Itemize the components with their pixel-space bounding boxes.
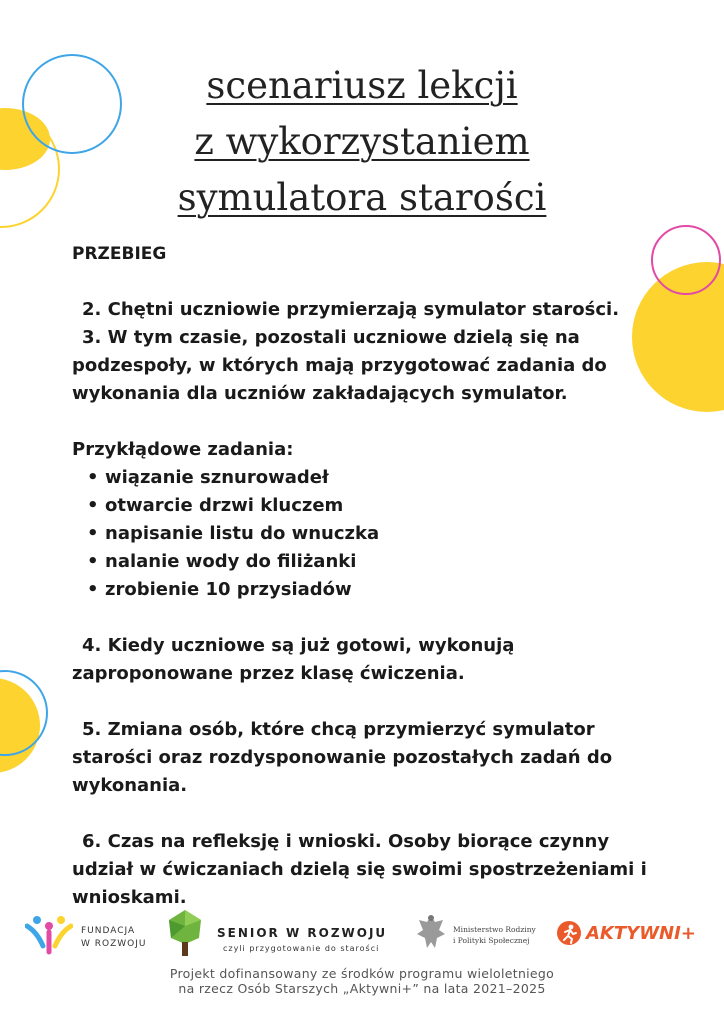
people-icon: [25, 912, 73, 956]
aktywni-logo: [556, 920, 706, 952]
aktywni-text: AKTYWNI+: [586, 923, 696, 944]
list-item: • nalanie wody do filiżanki: [105, 548, 652, 576]
ministry-line1: Ministerstwo Rodziny: [453, 925, 536, 934]
step-6: 6. Czas na refleksję i wnioski. Osoby biorące czynny udział w ćwiczaniach dzielą się swoimi spostrzeżeniami i wnioskami.: [72, 831, 647, 908]
decorative-circle-outline: [0, 670, 48, 756]
list-item: • otwarcie drzwi kluczem: [105, 492, 652, 520]
fundacja-line1: FUNDACJA: [81, 926, 136, 936]
eagle-emblem-icon: [415, 912, 447, 952]
fundacja-line2: W ROZWOJU: [81, 939, 147, 949]
title-line: scenariusz lekcji: [206, 64, 518, 107]
footer-line2: na rzecz Osób Starszych „Aktywni+” na lata 2021–2025: [178, 981, 546, 996]
fundacja-logo: [25, 912, 155, 958]
senior-name: SENIOR W ROZWOJU: [217, 926, 388, 940]
lesson-content: [72, 240, 652, 912]
funding-footer: [0, 966, 724, 996]
step-5: 5. Zmiana osób, które chcą przymierzyć symulator starości oraz rozdysponowanie pozostałych zadań do wykonania.: [72, 719, 613, 796]
step-4: 4. Kiedy uczniowe są już gotowi, wykonują zaproponowane przez klasę ćwiczenia.: [72, 635, 515, 684]
step-2: 2. Chętni uczniowie przymierzają symulator starości.: [82, 299, 620, 320]
step-3: 3. W tym czasie, pozostali uczniowe dzielą się na podzespoły, w których mają przygotować zadania do wykonania dla uczniów zakładających symulator.: [72, 327, 607, 404]
tree-icon: [165, 908, 205, 958]
list-item: • zrobienie 10 przysiadów: [105, 576, 652, 604]
title-line: symulatora starości: [177, 176, 547, 219]
ministry-logo: [415, 912, 555, 956]
runner-icon: [556, 920, 582, 946]
senior-w-rozwoju-logo: [165, 908, 395, 960]
list-item: • wiązanie sznurowadeł: [105, 464, 652, 492]
ministry-line2: i Polityki Społecznej: [453, 936, 530, 945]
senior-subtitle: czyli przygotowanie do starości: [223, 944, 380, 953]
partner-logos: [0, 906, 724, 966]
page-title: [0, 58, 724, 226]
title-line: z wykorzystaniem: [194, 120, 530, 163]
list-item: • napisanie listu do wnuczka: [105, 520, 652, 548]
examples-label: Przykłądowe zadania:: [72, 439, 294, 460]
decorative-circle-outline: [651, 225, 721, 295]
examples-list: [72, 464, 652, 604]
section-heading: PRZEBIEG: [72, 244, 167, 264]
footer-line1: Projekt dofinansowany ze środków programu wieloletniego: [169, 966, 555, 981]
